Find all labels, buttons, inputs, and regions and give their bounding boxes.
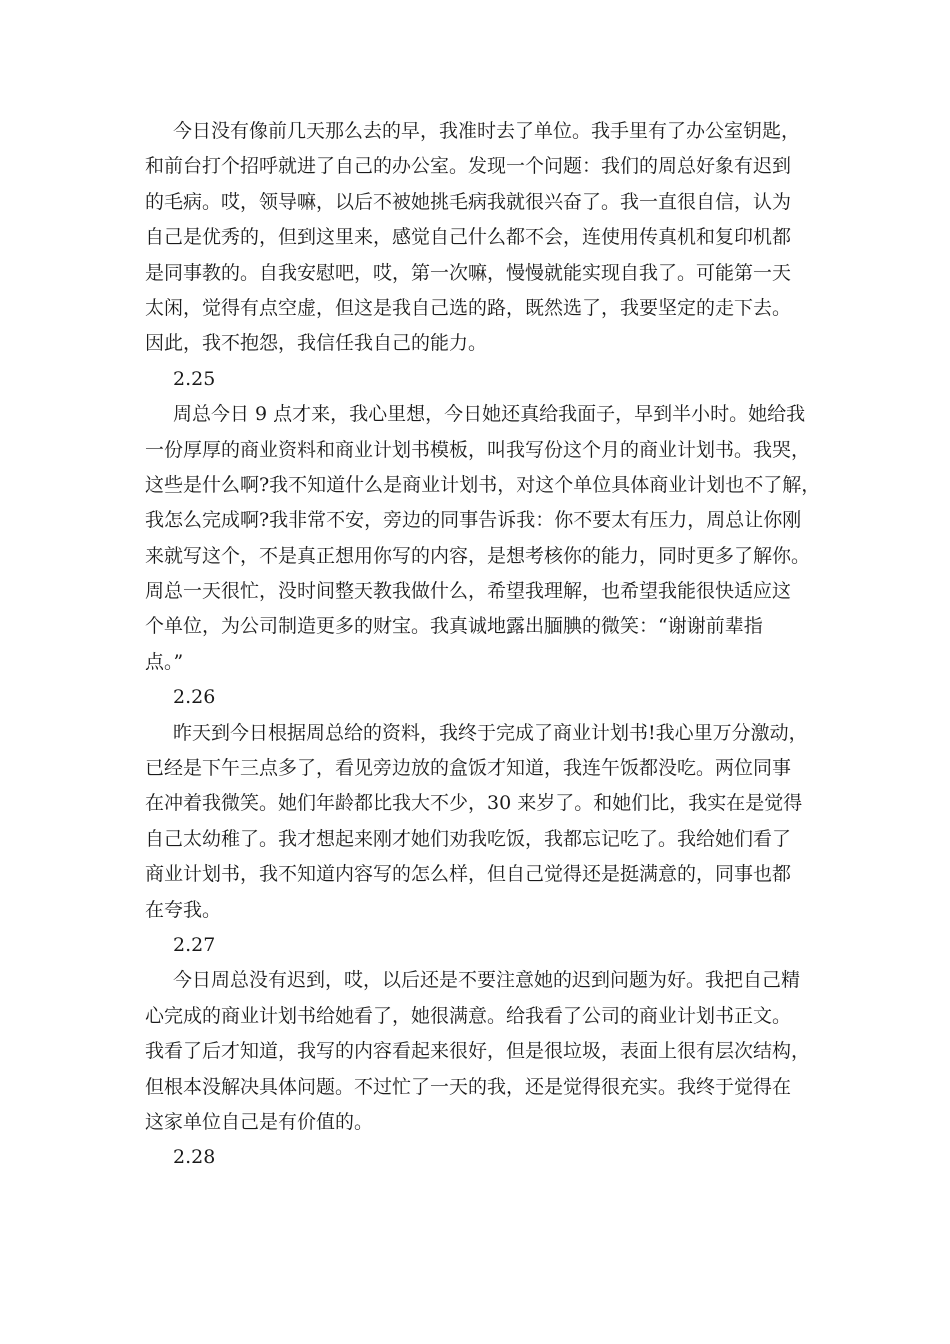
paragraph-line: 我怎么完成啊?我非常不安，旁边的同事告诉我：你不要太有压力，周总让你刚 <box>145 509 802 532</box>
diary-body <box>145 114 821 1176</box>
paragraph-line: 今日周总没有迟到，哎，以后还是不要注意她的迟到问题为好。我把自己精 <box>173 969 801 992</box>
paragraph-line: 商业计划书，我不知道内容写的怎么样，但自己觉得还是挺满意的，同事也都 <box>145 863 792 886</box>
paragraph-line: 和前台打个招呼就进了自己的办公室。发现一个问题：我们的周总好象有迟到 <box>145 155 792 178</box>
diary-entry <box>145 362 821 681</box>
paragraph-line: 我看了后才知道，我写的内容看起来很好，但是很垃圾，表面上很有层次结构， <box>145 1040 811 1063</box>
paragraph-line: 周总一天很忙，没时间整天教我做什么，希望我理解，也希望我能很快适应这 <box>145 580 792 603</box>
paragraph-line: 一份厚厚的商业资料和商业计划书模板，叫我写份这个月的商业计划书。我哭， <box>145 438 811 461</box>
paragraph-line: 心完成的商业计划书给她看了，她很满意。给我看了公司的商业计划书正文。 <box>145 1004 792 1027</box>
paragraph-line: 的毛病。哎，领导嘛，以后不被她挑毛病我就很兴奋了。我一直很自信，认为 <box>145 190 792 213</box>
entry-date: 2.27 <box>173 933 216 956</box>
diary-entry <box>145 114 813 362</box>
paragraph-line: 个单位，为公司制造更多的财宝。我真诚地露出腼腆的微笑：“谢谢前辈指 <box>145 615 763 638</box>
paragraph-line: 这些是什么啊?我不知道什么是商业计划书，对这个单位具体商业计划也不了解， <box>145 473 821 496</box>
entry-date: 2.25 <box>173 367 216 390</box>
paragraph-line: 来就写这个，不是真正想用你写的内容，是想考核你的能力，同时更多了解你。 <box>145 544 811 567</box>
paragraph-line: 自己是优秀的，但到这里来，感觉自己什么都不会，连使用传真机和复印机都 <box>145 226 792 249</box>
paragraph-line: 在冲着我微笑。她们年龄都比我大不少，30 来岁了。和她们比，我实在是觉得 <box>145 792 803 815</box>
paragraph-line: 今日没有像前几天那么去的早，我准时去了单位。我手里有了办公室钥匙， <box>173 120 801 142</box>
paragraph-line: 自己太幼稚了。我才想起来刚才她们劝我吃饭，我都忘记吃了。我给她们看了 <box>145 827 792 850</box>
paragraph-line: 是同事教的。自我安慰吧，哎，第一次嘛，慢慢就能实现自我了。可能第一天 <box>145 261 792 284</box>
entry-date: 2.26 <box>173 686 216 709</box>
paragraph-line: 点。” <box>145 650 184 673</box>
paragraph-line: 这家单位自己是有价值的。 <box>145 1110 374 1133</box>
paragraph-line: 昨天到今日根据周总给的资料，我终于完成了商业计划书!我心里万分激动， <box>173 721 808 744</box>
entry-date: 2.28 <box>173 1146 216 1169</box>
paragraph-line: 太闲，觉得有点空虚，但这是我自己选的路，既然选了，我要坚定的走下去。 <box>145 296 792 319</box>
paragraph-line: 但根本没解决具体问题。不过忙了一天的我，还是觉得很充实。我终于觉得在 <box>145 1075 792 1098</box>
paragraph-line: 在夸我。 <box>145 898 222 921</box>
paragraph-line: 已经是下午三点多了，看见旁边放的盒饭才知道，我连午饭都没吃。两位同事 <box>145 757 792 780</box>
diary-entry <box>145 928 813 1140</box>
diary-entry <box>145 1140 813 1175</box>
diary-entry <box>145 680 813 928</box>
paragraph-line: 周总今日 9 点才来，我心里想，今日她还真给我面子，早到半小时。她给我 <box>173 403 806 426</box>
paragraph-line: 因此，我不抱怨，我信任我自己的能力。 <box>145 332 488 355</box>
